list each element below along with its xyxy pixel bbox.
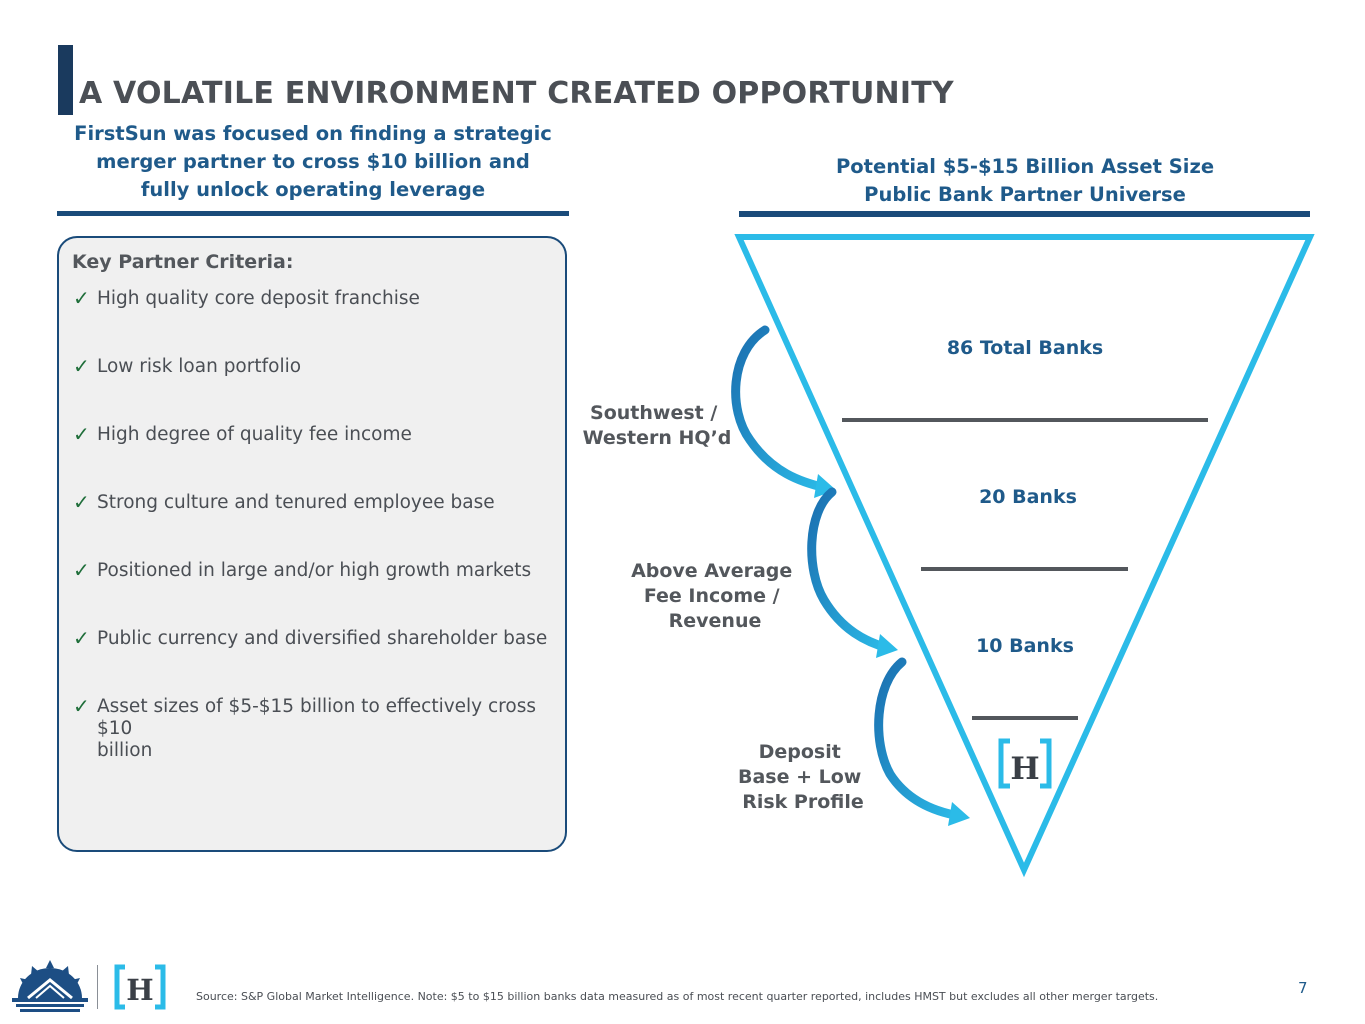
criteria-item-text: High degree of quality fee income [97, 424, 412, 445]
criteria-item-text-continued: billion [97, 740, 153, 761]
footer-logo-divider [97, 965, 98, 1009]
checkmark-icon: ✓ [73, 626, 90, 650]
footer-h-logo [114, 964, 166, 1010]
criteria-item-text: High quality core deposit franchise [97, 288, 420, 309]
source-footnote: Source: S&P Global Market Intelligence. Note: $5 to $15 billion banks data measured as of most recent quarter reported, includes HMST but excludes all other merger targets. [196, 990, 1159, 1003]
filter-label-line: Base + Low [738, 766, 862, 788]
checkmark-icon: ✓ [73, 558, 90, 582]
arrowhead-2 [876, 634, 898, 658]
tier-label-20-banks: 20 Banks [979, 486, 1077, 508]
page-number: 7 [1298, 979, 1308, 997]
filter-label-southwest [583, 402, 732, 449]
filter-label-line: Above Average [631, 560, 793, 582]
criteria-item-text: Public currency and diversified shareholder base [97, 628, 548, 649]
curved-arrow-1 [736, 330, 826, 488]
filter-label-fee-income [631, 560, 799, 632]
funnel-logo-letter: H [1010, 751, 1040, 787]
criteria-item-text: Low risk loan portfolio [97, 356, 302, 377]
checkmark-icon: ✓ [73, 490, 90, 514]
funnel-bottom-logo [1001, 741, 1049, 787]
criteria-title: Key Partner Criteria: [72, 251, 294, 273]
page-title: A VOLATILE ENVIRONMENT CREATED OPPORTUNITY [79, 76, 954, 111]
criteria-item-text: Asset sizes of $5-$15 billion to effectively cross $10 [97, 696, 536, 739]
checkmark-icon: ✓ [73, 286, 90, 310]
criteria-item-text: Strong culture and tenured employee base [97, 492, 495, 513]
filter-label-line: Southwest / [590, 402, 718, 424]
footer-logo-letter: H [126, 973, 154, 1007]
curved-arrow-3 [879, 662, 960, 816]
filter-label-line: Risk Profile [742, 791, 864, 813]
curved-arrow-2 [812, 492, 888, 648]
left-heading-line-3: fully unlock operating leverage [140, 178, 486, 201]
firstsun-logo [10, 958, 90, 1012]
right-heading-line-2: Public Bank Partner Universe [864, 183, 1186, 206]
left-heading-line-2: merger partner to cross $10 billion and [96, 150, 530, 173]
filter-label-deposit-base [738, 741, 868, 813]
tier-label-10-banks: 10 Banks [976, 635, 1074, 657]
checkmark-icon: ✓ [73, 694, 90, 718]
tier-label-86-total-banks: 86 Total Banks [946, 337, 1104, 359]
left-heading-line-1: FirstSun was focused on finding a strategic [74, 122, 552, 145]
filter-label-line: Fee Income / [643, 585, 780, 607]
filter-label-line: Western HQ’d [582, 427, 732, 449]
filter-label-line: Revenue [668, 610, 762, 632]
arrowhead-3 [948, 802, 970, 826]
right-heading-line-1: Potential $5-$15 Billion Asset Size [835, 155, 1215, 178]
filter-label-line: Deposit [758, 741, 841, 763]
checkmark-icon: ✓ [73, 422, 90, 446]
criteria-item-text: Positioned in large and/or high growth markets [97, 560, 532, 581]
checkmark-icon: ✓ [73, 354, 90, 378]
